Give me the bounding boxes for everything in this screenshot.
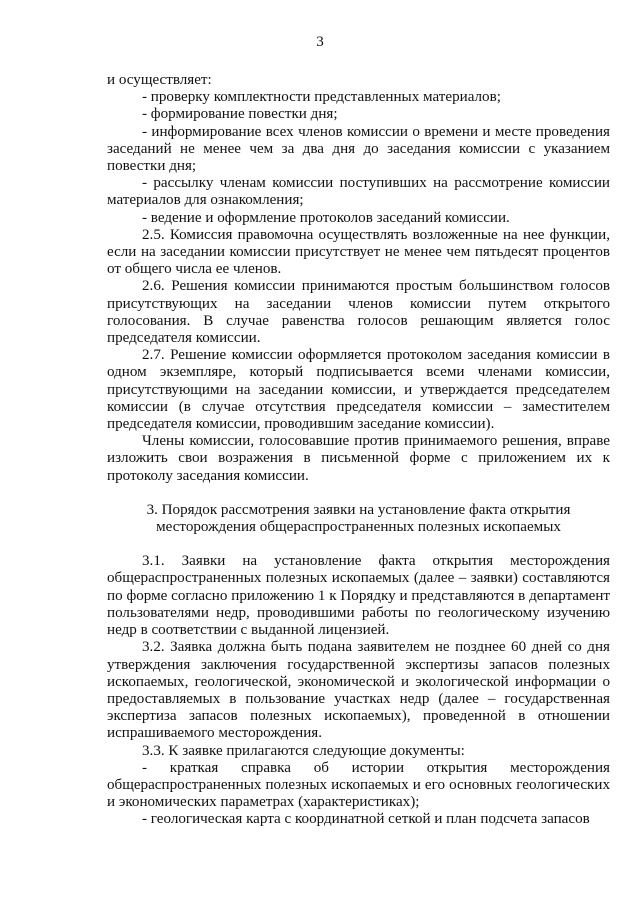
list-item: - проверку комплектности представленных материалов;: [142, 89, 501, 106]
document-body: [107, 72, 610, 829]
clause-2-6: 2.6. Решения комиссии принимаются простым большинством голосов присутствующих на заседании членов комиссии путем открытого голосования. В случае равенства голосов решающим является голос председателя комиссии.: [107, 278, 610, 347]
paragraph: и осуществляет:: [107, 72, 212, 88]
clause-3-2: 3.2. Заявка должна быть подана заявителем не позднее 60 дней со дня утверждения заключения государственной экспертизы запасов полезных ископаемых, геологической, экономической и экологической информации о предоставляемых в пользование участках недр (далее – государственная экспертиза запасов полезных ископаемых), проведенной в отношении испрашиваемого месторождения.: [107, 639, 610, 742]
clause-2-5: 2.5. Комиссия правомочна осуществлять возложенные на нее функции, если на заседании комиссии присутствует не менее чем пятьдесят процентов от общего числа ее членов.: [107, 226, 610, 278]
list-item: - рассылку членам комиссии поступивших на рассмотрение комиссии материалов для ознакомления;: [107, 175, 610, 209]
clause-3-3: 3.3. К заявке прилагаются следующие документы:: [142, 742, 465, 759]
section-heading-line: месторождения общераспространенных полезных ископаемых: [156, 519, 561, 536]
page-number: 3: [316, 34, 324, 50]
list-item: - формирование повестки дня;: [142, 106, 338, 123]
list-item: - геологическая карта с координатной сеткой и план подсчета запасов: [142, 811, 590, 828]
section-heading-line: 3. Порядок рассмотрения заявки на установление факта открытия: [146, 501, 571, 518]
list-item: - ведение и оформление протоколов заседаний комиссии.: [142, 209, 510, 226]
clause-3-1: 3.1. Заявки на установление факта открытия месторождения общераспространенных полезных ископаемых (далее – заявки) составляются по форме согласно приложению 1 к Порядку и представляются в департамент пользователями недр, проводившими работы по геологическому изучению недр в соответствии с выданной лицензией.: [107, 553, 610, 639]
list-item: - информирование всех членов комиссии о времени и месте проведения заседаний не менее чем за два дня до заседания комиссии с указанием повестки дня;: [107, 123, 610, 175]
paragraph: Члены комиссии, голосовавшие против принимаемого решения, вправе изложить свои возражения в письменной форме с приложением их к протоколу заседания комиссии.: [107, 433, 610, 484]
section-heading: [107, 502, 610, 536]
clause-2-7: 2.7. Решение комиссии оформляется протоколом заседания комиссии в одном экземпляре, который подписывается всеми членами комиссии, присутствующими на заседании комиссии, и утверждается председателем комиссии (в случае отсутствия председателя комиссии – заместителем председателя комиссии, проводившим заседание комиссии).: [107, 347, 610, 433]
list-item: - краткая справка об истории открытия месторождения общераспространенных полезных ископаемых и его основных геологических и экономических параметрах (характеристиках);: [107, 759, 610, 811]
